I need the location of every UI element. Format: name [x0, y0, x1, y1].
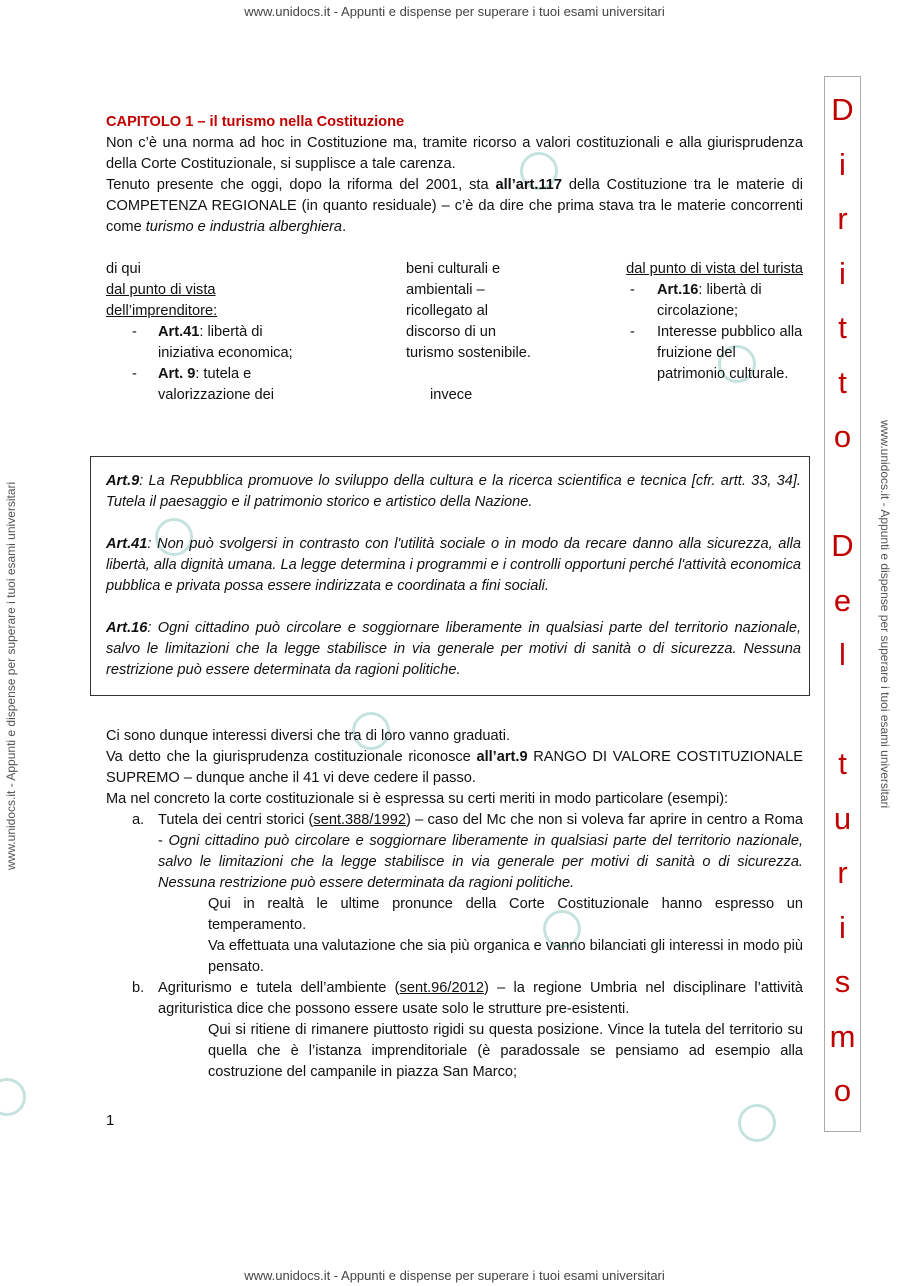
art41-label: Art.41 — [106, 536, 148, 552]
document-body — [106, 726, 803, 1083]
art9-label: Art.9 — [106, 473, 140, 489]
text: Tenuto presente che oggi, dopo la riforma del 2001, sta — [106, 177, 496, 193]
header-watermark: www.unidocs.it - Appunti e dispense per superare i tuoi esami universitari — [244, 4, 665, 19]
page-number: 1 — [106, 1112, 115, 1129]
list-item: - Art.41: libertà di iniziativa economica; — [132, 324, 293, 361]
chapter-title: CAPITOLO 1 – il turismo nella Costituzione — [106, 114, 405, 130]
text: : Non può svolgersi in contrasto con l'utilità sociale o in modo da recare danno alla sicurezza, alla libertà, alla dignità umana. La legge determina i programmi e i controlli opportuni perché l'attività economica pubblica e privata possa essere indirizzata e coordinata a fini sociali. — [106, 536, 801, 594]
column-middle — [406, 259, 566, 406]
vertical-title-letter: u — [833, 800, 852, 836]
vertical-title-letter: t — [838, 310, 847, 345]
vertical-title-letter: s — [834, 964, 851, 999]
text: : libertà di circolazione; — [657, 282, 762, 319]
col3-heading: dal punto di vista del turista — [626, 261, 803, 277]
intro-paragraph-2 — [106, 175, 803, 238]
body-paragraph: Ci sono dunque interessi diversi che tra di loro vanno graduati. — [106, 728, 510, 744]
text: : tutela e valorizzazione dei — [158, 366, 275, 403]
text: : Ogni cittadino può circolare e soggiornare liberamente in qualsiasi parte del territorio nazionale, salvo le limitazioni che la legge stabilisce in via generale per motivi di sanità o di sicurezza. Nessuna restrizione può essere determinata da ragioni politiche. — [106, 620, 801, 678]
art9-ref: all’art.9 — [476, 749, 528, 765]
list-marker: a. — [132, 812, 145, 828]
list-item: - Art.16: libertà di circolazione; — [630, 282, 762, 319]
vertical-title-letter: t — [838, 364, 847, 400]
vertical-title-letter: m — [829, 1018, 856, 1054]
three-column-section — [106, 259, 803, 439]
col1-heading: dal punto di vista — [106, 282, 216, 298]
vertical-title-letter: D — [831, 92, 854, 127]
intro-paragraph-1: Non c’è una norma ad hoc in Costituzione ma, tramite ricorso a valori costituzionali e alla giurisprudenza della Corte Costituzionale, si supplisce a tale carenza. — [106, 135, 803, 172]
text: Tutela dei centri storici ( — [158, 812, 314, 828]
column-turista — [576, 259, 803, 385]
art9-quote — [106, 471, 801, 513]
left-side-watermark: www.unidocs.it - Appunti e dispense per superare i tuoi esami universitari — [4, 481, 18, 870]
vertical-title-banner — [824, 76, 861, 1132]
list-item-b — [106, 978, 803, 1020]
text: turismo e industria alberghiera — [145, 219, 343, 235]
col1-line: di qui — [106, 261, 141, 277]
vertical-title-letter: D — [831, 528, 854, 563]
vertical-title-letter: l — [839, 637, 846, 672]
art16-ref: Art.16 — [657, 282, 699, 298]
text: Va detto che la giurisprudenza costituzionale riconosce — [106, 749, 477, 765]
art117-ref: all’art.117 — [495, 177, 563, 193]
col1-heading: dell’imprenditore: — [106, 303, 218, 319]
text: Agriturismo e tutela dell’ambiente ( — [158, 980, 400, 996]
right-side-watermark: www.unidocs.it - Appunti e dispense per superare i tuoi esami universitari — [878, 420, 892, 809]
text: . — [342, 219, 347, 235]
vertical-title-letter: i — [839, 255, 846, 291]
text: ) – la regione Umbria nel disciplinare l’attività agrituristica dice che possono essere usate solo le strutture pre-esistenti. — [158, 980, 804, 1017]
art16-quote — [106, 618, 801, 681]
list-item: - Art. 9: tutela e valorizzazione dei — [132, 366, 275, 403]
vertical-title-letter: i — [839, 146, 846, 182]
col2-invece: invece — [430, 387, 473, 403]
text: RANGO DI VALORE COSTITUZIONALE SUPREMO – dunque anche il 41 vi deve cedere il passo. — [106, 749, 803, 786]
text: : La Repubblica promuove lo sviluppo della cultura e la ricerca scientifica e tecnica [cfr. artt. 33, 34]. Tutela il paesaggio e il patrimonio storico e artistico della Nazione. — [106, 473, 801, 510]
art41-quote — [106, 534, 801, 597]
sentence-ref: sent.388/1992 — [313, 812, 406, 828]
text: ) – caso del Mc che non si voleva far aprire in centro a Roma - — [158, 812, 803, 849]
art16-label: Art.16 — [106, 620, 148, 636]
watermark-logo-icon — [738, 1104, 776, 1142]
list-marker: b. — [132, 980, 145, 996]
vertical-title-letter: r — [837, 855, 848, 890]
footer-watermark: www.unidocs.it - Appunti e dispense per superare i tuoi esami universitari — [244, 1268, 665, 1283]
vertical-title-letter: o — [833, 1073, 852, 1108]
body-paragraph — [106, 747, 803, 789]
item-text — [158, 978, 803, 1020]
art41-ref: Art.41 — [158, 324, 200, 340]
body-paragraph: Ma nel concreto la corte costituzionale si è espressa su certi meriti in modo particolare (esempi): — [106, 791, 729, 807]
list-item: - Interesse pubblico alla fruizione del patrimonio culturale. — [630, 324, 803, 382]
text: : libertà di iniziativa economica; — [158, 324, 293, 361]
vertical-title-letter: i — [839, 909, 846, 945]
vertical-title-letter: e — [833, 582, 852, 618]
vertical-title-letter: o — [833, 419, 852, 454]
list-item-a — [106, 810, 803, 894]
vertical-title-letter: t — [838, 746, 847, 781]
text: della Costituzione tra le materie di COMPETENZA REGIONALE (in quanto residuale) – c’è da dire che prima stava tra le materie concorrenti come — [106, 177, 803, 235]
col2-text: beni culturali e ambientali – ricollegato al discorso di un turismo sostenibile. — [406, 261, 531, 361]
sub-paragraph: Va effettuata una valutazione che sia più organica e vanno bilanciati gli interessi in modo più pensato. — [208, 938, 803, 975]
sub-paragraph: Qui si ritiene di rimanere piuttosto rigidi su questa posizione. Vince la tutela del territorio su quella che è l’istanza imprenditoriale (è paradossale se pensiamo ad esempio alla costruzione del campanile in piazza San Marco; — [208, 1022, 803, 1080]
item-text — [158, 810, 803, 894]
column-imprenditore — [106, 259, 306, 406]
text: Ogni cittadino può circolare e soggiornare liberamente in qualsiasi parte del territorio nazionale, salvo le limitazioni che la legge stabilisce in via generale per motivi di sanità o di sicurezza. Nessuna restrizione può essere determinata da ragioni politiche. — [158, 833, 803, 891]
art9-ref: Art. 9 — [158, 366, 196, 382]
watermark-logo-icon — [0, 1078, 26, 1116]
sub-paragraph: Qui in realtà le ultime pronunce della Corte Costituzionale hanno espresso un temperamento. — [208, 896, 803, 933]
vertical-title-letter: r — [837, 201, 848, 236]
document-intro — [106, 112, 803, 439]
articles-box — [90, 456, 810, 696]
sentence-ref: sent.96/2012 — [399, 980, 484, 996]
text: Interesse pubblico alla fruizione del patrimonio culturale. — [657, 324, 803, 382]
